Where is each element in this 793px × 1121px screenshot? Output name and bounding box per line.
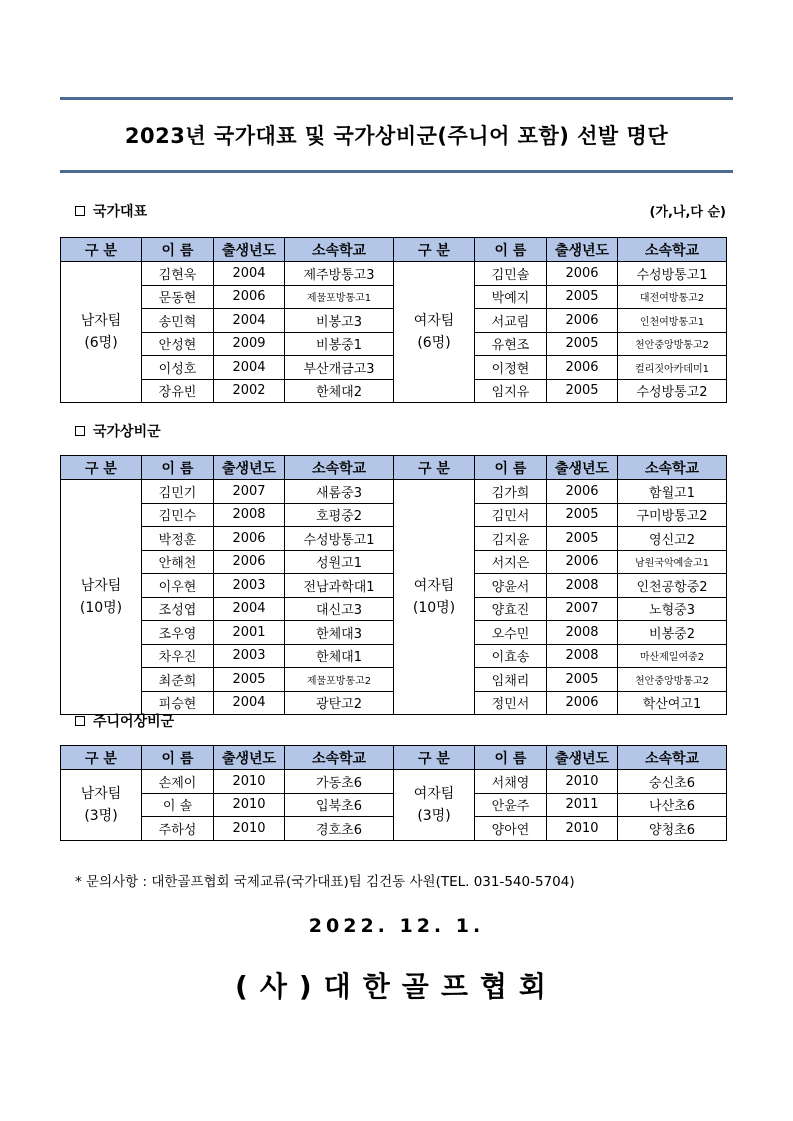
school-cell: 인천공항중2 (618, 574, 727, 598)
school-cell: 부산개금고3 (285, 356, 394, 380)
school-cell: 노형중3 (618, 597, 727, 621)
column-header: 이 름 (142, 238, 214, 262)
birth-year-cell: 2008 (547, 644, 618, 668)
column-header: 구 분 (394, 746, 475, 770)
school-cell: 숭신초6 (618, 770, 727, 794)
school-cell: 호평중2 (285, 503, 394, 527)
school-cell: 제주방통고3 (285, 262, 394, 286)
female-team-group-cell (394, 480, 475, 715)
section-title: 국가상비군 (93, 424, 161, 440)
birth-year-cell: 2005 (547, 379, 618, 403)
birth-year-cell: 2009 (214, 332, 285, 356)
player-name-cell: 조성엽 (142, 597, 214, 621)
birth-year-cell: 2006 (547, 691, 618, 715)
player-name-cell: 김민기 (142, 480, 214, 504)
school-cell: 수성방통고1 (618, 262, 727, 286)
player-name-cell: 안성현 (142, 332, 214, 356)
male-team-group-cell (61, 770, 142, 841)
table-row (61, 770, 727, 794)
column-header: 소속학교 (618, 746, 727, 770)
birth-year-cell: 2008 (547, 621, 618, 645)
player-name-cell: 이우현 (142, 574, 214, 598)
school-cell: 한체대1 (285, 644, 394, 668)
player-name-cell: 이정현 (475, 356, 547, 380)
player-name-cell: 김현욱 (142, 262, 214, 286)
column-header: 소속학교 (618, 238, 727, 262)
contact-info: * 문의사항 : 대한골프협회 국제교류(국가대표)팀 김건동 사원(TEL. 031-540-5704) (75, 874, 575, 890)
school-cell: 천안중앙방통고2 (618, 668, 727, 692)
column-header: 소속학교 (285, 238, 394, 262)
player-name-cell: 주하성 (142, 817, 214, 841)
school-cell: 전남과학대1 (285, 574, 394, 598)
school-cell: 양청초6 (618, 817, 727, 841)
birth-year-cell: 2010 (214, 770, 285, 794)
male-team-group-cell (61, 480, 142, 715)
female-team-group-cell (394, 262, 475, 403)
school-cell: 수성방통고2 (618, 379, 727, 403)
column-header: 이 름 (142, 746, 214, 770)
player-name-cell: 송민혁 (142, 309, 214, 333)
birth-year-cell: 2003 (214, 644, 285, 668)
player-name-cell: 안해천 (142, 550, 214, 574)
column-header: 이 름 (475, 238, 547, 262)
checkbox-square-icon (75, 206, 85, 216)
group-count: (10명) (412, 600, 456, 616)
birth-year-cell: 2005 (547, 503, 618, 527)
birth-year-cell: 2004 (214, 597, 285, 621)
player-name-cell: 조우영 (142, 621, 214, 645)
column-header: 출생년도 (214, 746, 285, 770)
player-name-cell: 이 솔 (142, 793, 214, 817)
birth-year-cell: 2006 (547, 356, 618, 380)
school-cell: 한체대3 (285, 621, 394, 645)
column-header: 이 름 (475, 456, 547, 480)
group-label: 남자팀 (80, 785, 122, 802)
player-name-cell: 김지윤 (475, 527, 547, 551)
school-cell: 남원국악예술고1 (618, 550, 727, 574)
checkbox-square-icon (75, 716, 85, 726)
school-cell: 컬리짓아카데미1 (618, 356, 727, 380)
group-count: (6명) (417, 335, 451, 351)
player-name-cell: 박정훈 (142, 527, 214, 551)
school-cell: 수성방통고1 (285, 527, 394, 551)
column-header: 출생년도 (547, 746, 618, 770)
player-name-cell: 김민수 (142, 503, 214, 527)
school-cell: 한체대2 (285, 379, 394, 403)
birth-year-cell: 2010 (214, 793, 285, 817)
birth-year-cell: 2005 (547, 668, 618, 692)
column-header: 구 분 (61, 746, 142, 770)
school-cell: 학산여고1 (618, 691, 727, 715)
table-row (61, 262, 727, 286)
national-team-table (60, 237, 727, 403)
player-name-cell: 손제이 (142, 770, 214, 794)
birth-year-cell: 2005 (547, 527, 618, 551)
birth-year-cell: 2003 (214, 574, 285, 598)
checkbox-square-icon (75, 426, 85, 436)
birth-year-cell: 2006 (214, 285, 285, 309)
school-cell: 새롬중3 (285, 480, 394, 504)
column-header: 소속학교 (285, 456, 394, 480)
column-header: 구 분 (394, 238, 475, 262)
table-header-row (61, 746, 727, 770)
player-name-cell: 오수민 (475, 621, 547, 645)
school-cell: 성원고1 (285, 550, 394, 574)
birth-year-cell: 2010 (214, 817, 285, 841)
section-title: 주니어상비군 (93, 714, 175, 730)
school-cell: 경호초6 (285, 817, 394, 841)
birth-year-cell: 2007 (547, 597, 618, 621)
school-cell: 제물포방통고1 (285, 285, 394, 309)
birth-year-cell: 2006 (547, 262, 618, 286)
player-name-cell: 양효진 (475, 597, 547, 621)
birth-year-cell: 2002 (214, 379, 285, 403)
column-header: 소속학교 (285, 746, 394, 770)
player-name-cell: 양아연 (475, 817, 547, 841)
section-heading-national-team (75, 201, 147, 221)
player-name-cell: 차우진 (142, 644, 214, 668)
column-header: 출생년도 (214, 238, 285, 262)
female-team-group-cell (394, 770, 475, 841)
group-count: (3명) (84, 807, 118, 824)
school-cell: 가동초6 (285, 770, 394, 794)
school-cell: 인천여방통고1 (618, 309, 727, 333)
player-name-cell: 안윤주 (475, 793, 547, 817)
junior-reserve-table (60, 745, 727, 841)
column-header: 이 름 (475, 746, 547, 770)
birth-year-cell: 2010 (547, 817, 618, 841)
school-cell: 광탄고2 (285, 691, 394, 715)
school-cell: 대전여방통고2 (618, 285, 727, 309)
column-header: 출생년도 (547, 238, 618, 262)
table-header-row (61, 238, 727, 262)
column-header: 구 분 (61, 456, 142, 480)
birth-year-cell: 2008 (547, 574, 618, 598)
player-name-cell: 서지은 (475, 550, 547, 574)
birth-year-cell: 2007 (214, 480, 285, 504)
group-count: (3명) (417, 807, 451, 824)
birth-year-cell: 2005 (547, 332, 618, 356)
birth-year-cell: 2010 (547, 770, 618, 794)
birth-year-cell: 2004 (214, 356, 285, 380)
section-heading-national-reserve (75, 421, 161, 441)
group-label: 여자팀 (413, 785, 455, 802)
table-header-row (61, 456, 727, 480)
school-cell: 비봉고3 (285, 309, 394, 333)
player-name-cell: 정민서 (475, 691, 547, 715)
player-name-cell: 문동현 (142, 285, 214, 309)
birth-year-cell: 2006 (547, 480, 618, 504)
column-header: 출생년도 (214, 456, 285, 480)
birth-year-cell: 2011 (547, 793, 618, 817)
organization-name: (사)대한골프협회 (235, 970, 558, 1003)
national-reserve-table (60, 455, 727, 715)
player-name-cell: 피승현 (142, 691, 214, 715)
column-header: 구 분 (61, 238, 142, 262)
birth-year-cell: 2008 (214, 503, 285, 527)
group-label: 남자팀 (80, 578, 122, 594)
school-cell: 제물포방통고2 (285, 668, 394, 692)
sort-order-note: (가,나,다 순) (649, 205, 726, 220)
birth-year-cell: 2004 (214, 691, 285, 715)
school-cell: 비봉중2 (618, 621, 727, 645)
issue-date: 2022. 12. 1. (308, 915, 485, 937)
title-banner (60, 97, 733, 173)
document-title: 2023년 국가대표 및 국가상비군(주니어 포함) 선발 명단 (124, 124, 669, 148)
column-header: 소속학교 (618, 456, 727, 480)
player-name-cell: 이효송 (475, 644, 547, 668)
school-cell: 비봉중1 (285, 332, 394, 356)
group-label: 여자팀 (413, 578, 455, 594)
school-cell: 함월고1 (618, 480, 727, 504)
player-name-cell: 임지유 (475, 379, 547, 403)
birth-year-cell: 2005 (214, 668, 285, 692)
birth-year-cell: 2004 (214, 262, 285, 286)
school-cell: 천안중앙방통고2 (618, 332, 727, 356)
section-heading-junior-reserve (75, 711, 174, 731)
school-cell: 입북초6 (285, 793, 394, 817)
group-label: 여자팀 (413, 313, 455, 329)
column-header: 구 분 (394, 456, 475, 480)
birth-year-cell: 2001 (214, 621, 285, 645)
school-cell: 대신고3 (285, 597, 394, 621)
birth-year-cell: 2006 (214, 550, 285, 574)
player-name-cell: 이성호 (142, 356, 214, 380)
player-name-cell: 유현조 (475, 332, 547, 356)
player-name-cell: 김민서 (475, 503, 547, 527)
player-name-cell: 김가희 (475, 480, 547, 504)
school-cell: 마산제일여중2 (618, 644, 727, 668)
birth-year-cell: 2006 (214, 527, 285, 551)
player-name-cell: 김민솔 (475, 262, 547, 286)
player-name-cell: 양윤서 (475, 574, 547, 598)
birth-year-cell: 2006 (547, 309, 618, 333)
birth-year-cell: 2004 (214, 309, 285, 333)
birth-year-cell: 2005 (547, 285, 618, 309)
school-cell: 구미방통고2 (618, 503, 727, 527)
player-name-cell: 임채리 (475, 668, 547, 692)
group-count: (6명) (84, 335, 118, 351)
group-count: (10명) (79, 600, 123, 616)
school-cell: 나산초6 (618, 793, 727, 817)
school-cell: 영신고2 (618, 527, 727, 551)
section-title: 국가대표 (93, 204, 148, 220)
group-label: 남자팀 (80, 313, 122, 329)
birth-year-cell: 2006 (547, 550, 618, 574)
player-name-cell: 장유빈 (142, 379, 214, 403)
player-name-cell: 서채영 (475, 770, 547, 794)
male-team-group-cell (61, 262, 142, 403)
player-name-cell: 박예지 (475, 285, 547, 309)
table-row (61, 480, 727, 504)
player-name-cell: 최준희 (142, 668, 214, 692)
column-header: 이 름 (142, 456, 214, 480)
player-name-cell: 서교림 (475, 309, 547, 333)
column-header: 출생년도 (547, 456, 618, 480)
